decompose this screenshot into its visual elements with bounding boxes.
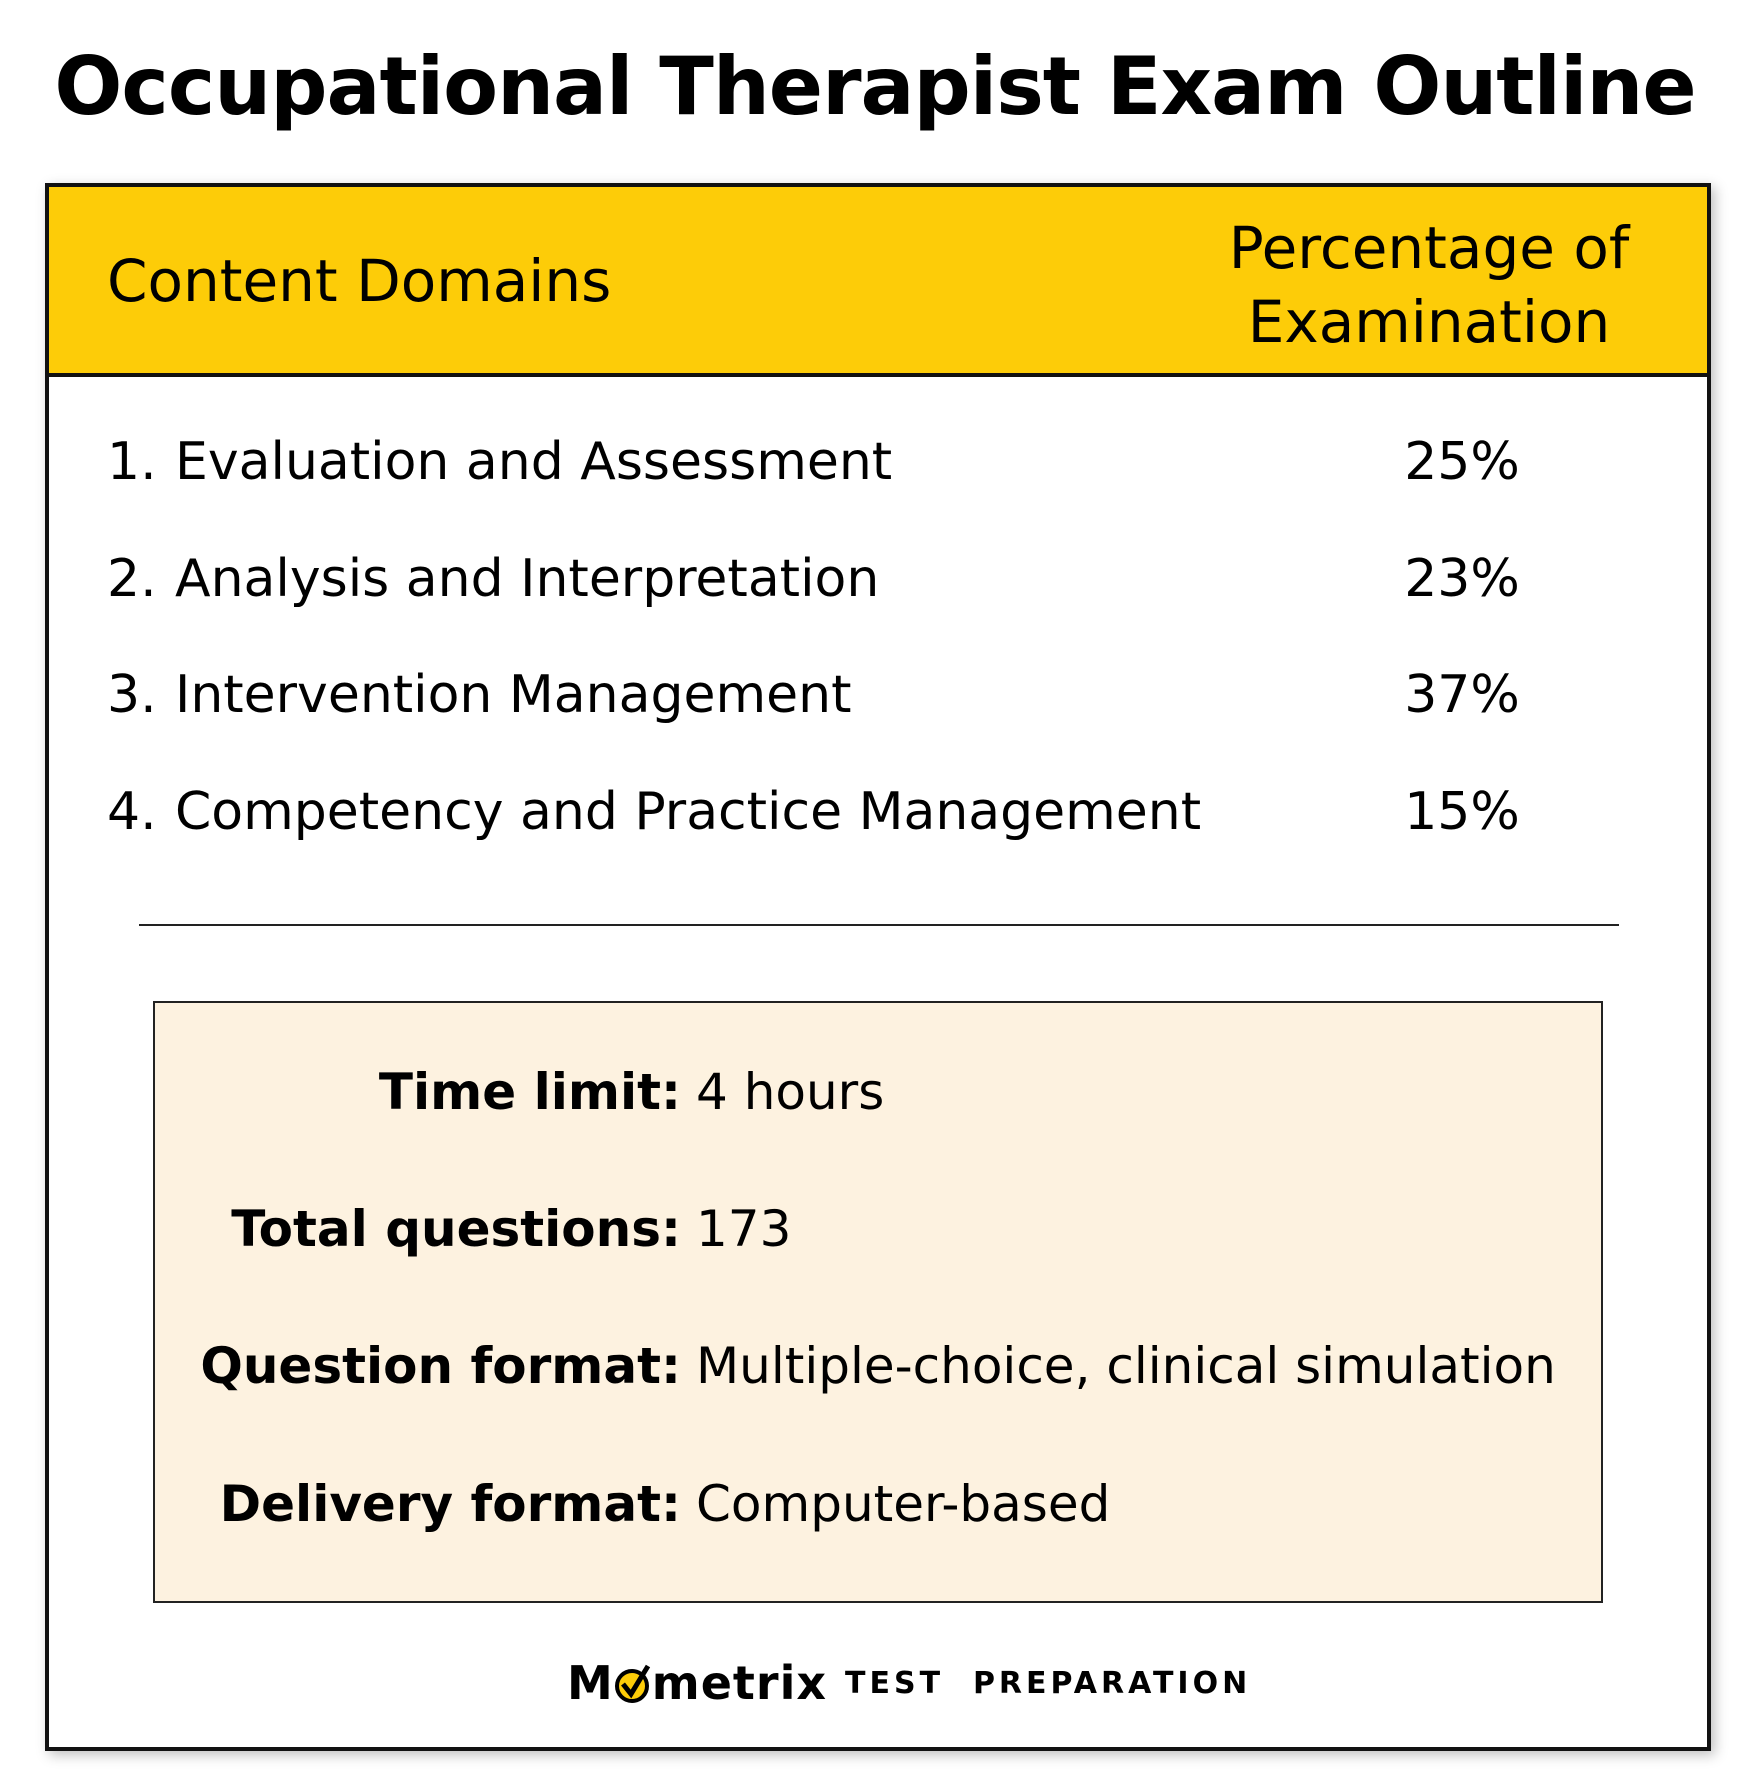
- exam-info-box: [153, 1001, 1603, 1603]
- header-percentage-line1: Percentage of: [1228, 214, 1630, 282]
- mometrix-logo: [567, 1656, 1251, 1710]
- info-label: Question format:: [200, 1337, 681, 1395]
- domain-number: 1.: [107, 432, 157, 492]
- domain-percentage: 23%: [1404, 549, 1520, 609]
- table-header: [49, 187, 1707, 377]
- info-label: Delivery format:: [219, 1475, 681, 1533]
- domain-row: [107, 782, 1667, 862]
- logo-brand-m: M: [567, 1656, 614, 1710]
- header-percentage: [1209, 211, 1649, 359]
- domain-percentage: 37%: [1404, 665, 1520, 725]
- page-title: Occupational Therapist Exam Outline: [54, 40, 1696, 133]
- header-percentage-line2: Examination: [1247, 288, 1611, 356]
- header-content-domains: Content Domains: [107, 247, 612, 315]
- domain-row: [107, 549, 1667, 629]
- info-label: Time limit:: [378, 1063, 681, 1121]
- domain-name: Evaluation and Assessment: [175, 432, 893, 492]
- logo-tagline: TEST PREPARATION: [845, 1665, 1252, 1701]
- info-value: 4 hours: [696, 1063, 885, 1121]
- domain-name: Competency and Practice Management: [175, 782, 1202, 842]
- logo-brand: [567, 1656, 827, 1710]
- domain-number: 3.: [107, 665, 157, 725]
- info-value: 173: [696, 1200, 792, 1258]
- domain-row: [107, 432, 1667, 512]
- outline-card: [45, 183, 1711, 1751]
- domain-number: 2.: [107, 549, 157, 609]
- info-label: Total questions:: [231, 1200, 681, 1258]
- checkmark-o-icon: [614, 1662, 652, 1704]
- info-value: Computer-based: [696, 1475, 1111, 1533]
- domain-percentage: 15%: [1404, 782, 1520, 842]
- divider: [139, 924, 1619, 926]
- domain-number: 4.: [107, 782, 157, 842]
- info-value: Multiple-choice, clinical simulation: [696, 1337, 1556, 1395]
- domain-percentage: 25%: [1404, 432, 1520, 492]
- domain-row: [107, 665, 1667, 745]
- domain-name: Analysis and Interpretation: [175, 549, 880, 609]
- logo-brand-rest: metrix: [651, 1656, 828, 1710]
- domain-name: Intervention Management: [175, 665, 852, 725]
